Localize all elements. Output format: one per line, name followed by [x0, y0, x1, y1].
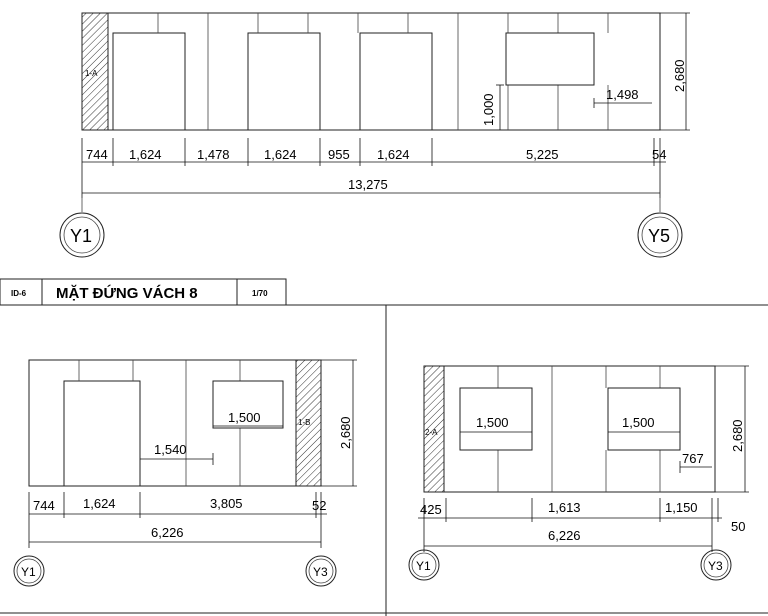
segment-dimension: 425: [420, 502, 442, 517]
wall-tag: 1-B: [298, 418, 311, 427]
door-opening: [248, 33, 320, 130]
total-dimension: 13,275: [348, 177, 388, 192]
wall-outline: [82, 13, 660, 130]
segment-dimension: 1,478: [197, 147, 230, 162]
segment-dimension: 1,150: [665, 500, 698, 515]
total-dimension: 6,226: [548, 528, 581, 543]
segment-dimension: 5,225: [526, 147, 559, 162]
grid-label: Y5: [648, 226, 671, 246]
drawing-title: MẶT ĐỨNG VÁCH 8: [56, 285, 198, 302]
door-opening: [113, 33, 185, 130]
wall-tag: 2-A: [425, 428, 438, 437]
grid-label: Y1: [416, 559, 431, 573]
door-opening: [64, 381, 140, 486]
wall-tag: 1-A: [85, 69, 98, 78]
window-offset-dimension: 1,498: [606, 87, 639, 102]
grid-label: Y1: [21, 565, 36, 579]
segment-dimension: 50: [731, 519, 746, 534]
segment-dimension: 1,624: [377, 147, 410, 162]
offset-dimension: 1,540: [154, 442, 187, 457]
panel-width-dimension: 1,500: [476, 415, 509, 430]
height-dimension: 2,680: [338, 416, 353, 449]
segment-dimension: 1,613: [548, 500, 581, 515]
offset-dimension: 767: [682, 451, 704, 466]
grid-label: Y3: [313, 565, 328, 579]
height-dimension: 2,680: [730, 419, 745, 452]
window-sill-dimension: 1,000: [481, 93, 496, 126]
door-opening: [360, 33, 432, 130]
elevation-left: [14, 360, 357, 586]
panel-width-dimension: 1,500: [228, 410, 261, 425]
height-dimension: 2,680: [672, 59, 687, 92]
segment-dimension: 3,805: [210, 496, 243, 511]
segment-dimension: 52: [312, 498, 327, 513]
panel-width-dimension: 1,500: [622, 415, 655, 430]
segment-dimension: 54: [652, 147, 667, 162]
elevation-right: [409, 366, 749, 580]
elevation-top: [60, 13, 690, 257]
title-block: [0, 279, 286, 305]
segment-dimension: 1,624: [129, 147, 162, 162]
total-dimension: 6,226: [151, 525, 184, 540]
grid-label: Y3: [708, 559, 723, 573]
window-opening: [506, 33, 594, 85]
segment-dimension: 744: [86, 147, 108, 162]
drawing-scale: 1/70: [252, 289, 268, 298]
segment-dimension: 1,624: [264, 147, 297, 162]
segment-dimension: 1,624: [83, 496, 116, 511]
grid-label: Y1: [70, 226, 93, 246]
segment-dimension: 955: [328, 147, 350, 162]
segment-dimension: 744: [33, 498, 55, 513]
drawing-code: ID-6: [11, 289, 27, 298]
